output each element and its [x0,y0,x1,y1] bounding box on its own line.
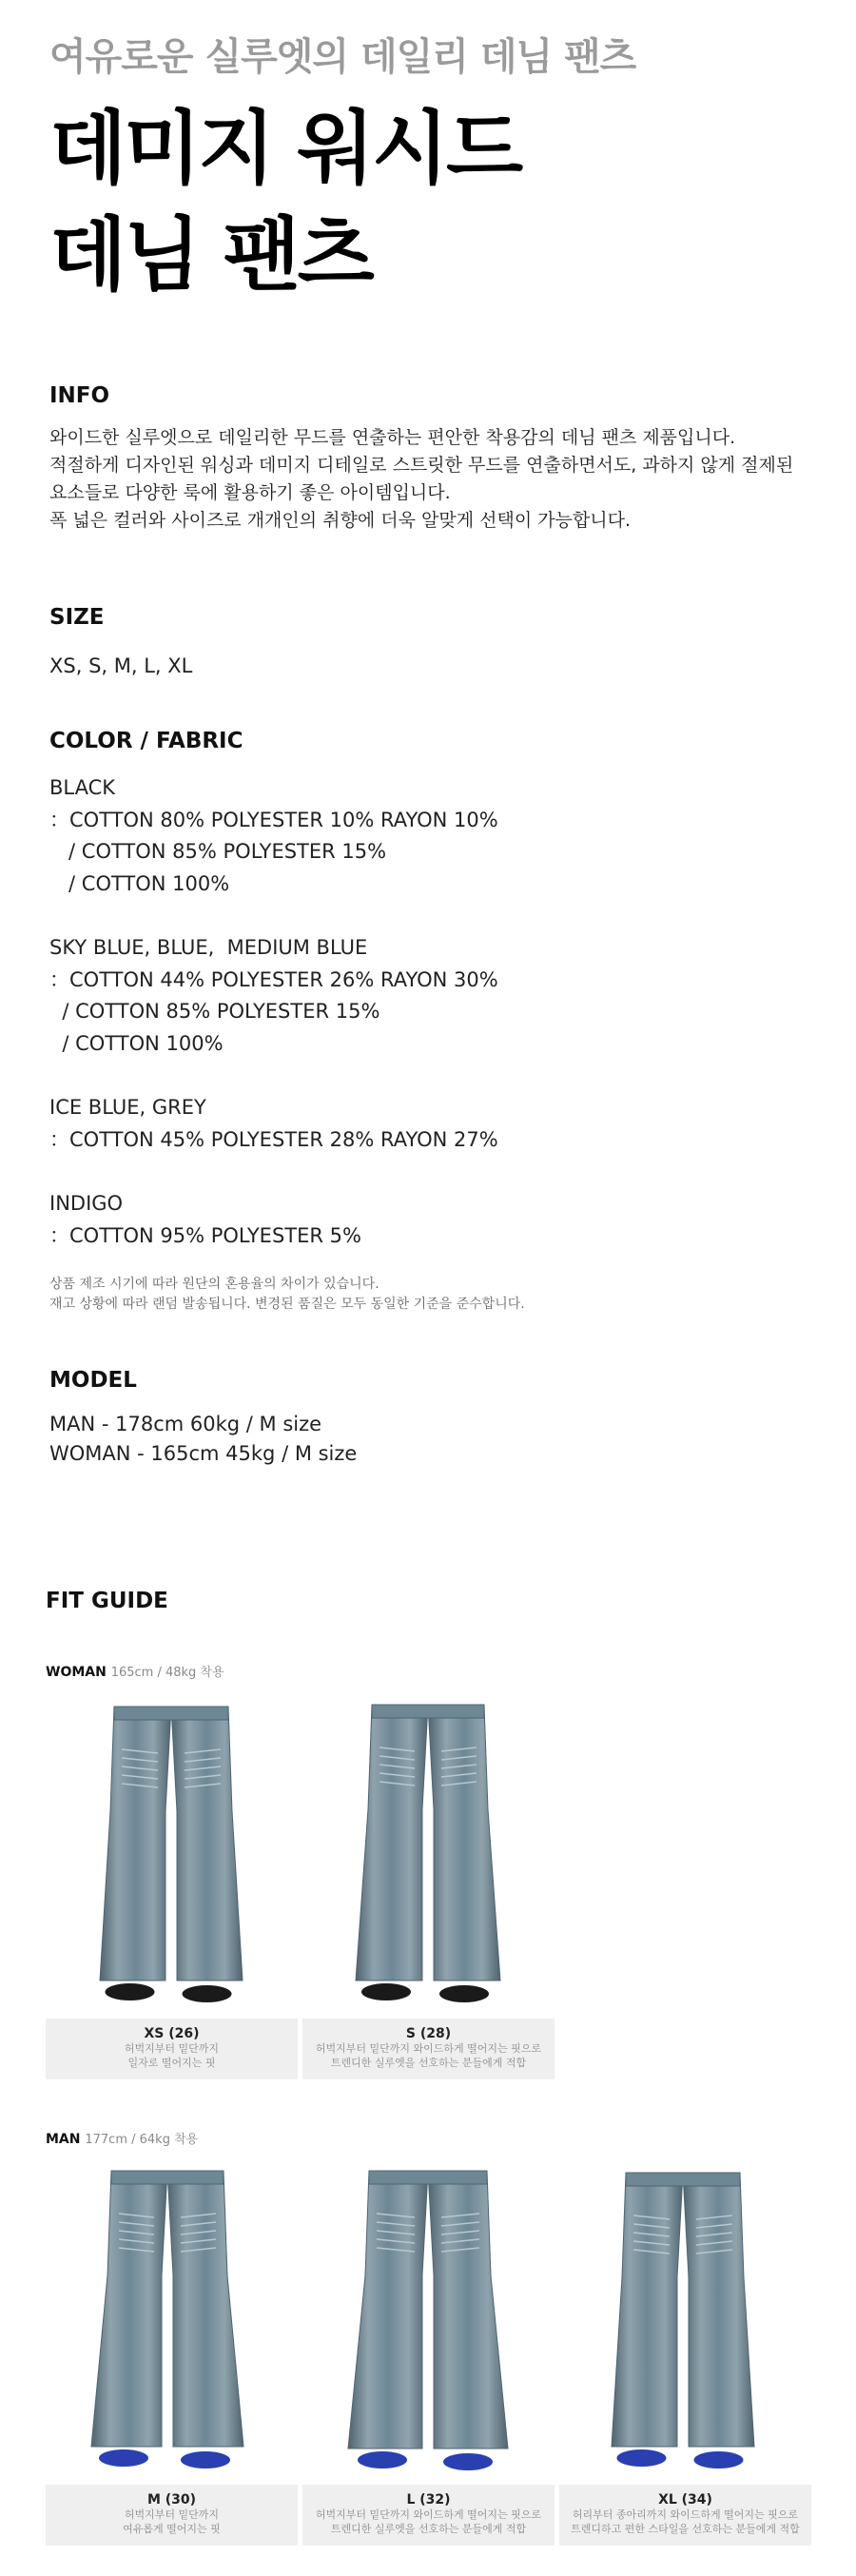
fit-caption [46,2019,298,2079]
pants-photo [559,2161,811,2485]
fabric-line: / COTTON 100% [49,1031,224,1055]
fit-desc: 허벅지부터 밑단까지 와이드하게 떨어지는 핏으로 [315,2042,542,2055]
product-title-line2: 데님 팬츠 [49,208,372,302]
pants-photo [302,1695,554,2019]
woman-label: WOMAN [46,1665,107,1680]
jeans-left-leg [100,1707,171,1981]
jeans-right-leg [428,1705,500,1981]
fabric-line: ：COTTON 45% POLYESTER 28% RAYON 27% [49,1127,498,1151]
info-line: 폭 넓은 컬러와 사이즈로 개개인의 취향에 더욱 알맞게 선택이 가능합니다. [49,510,632,531]
fit-desc: 허벅지부터 밑단까지 [124,2042,220,2055]
jeans-left-leg [348,2171,428,2449]
fit-desc: 트렌디한 실루엣을 선호하는 분들에게 적합 [330,2523,527,2535]
fit-card-s [302,1695,554,2069]
model-info [49,1410,357,1469]
pants-photo [46,1695,298,2019]
shoe [443,2453,493,2470]
jeans-waistband [111,2171,224,2184]
model-woman: WOMAN - 165cm 45kg / M size [49,1442,358,1465]
woman-fit-label [46,1662,224,1680]
color-name-black: BLACK [49,776,116,799]
fit-size: S (28) [405,2026,452,2041]
color-fabric-heading: COLOR / FABRIC [49,729,243,753]
fabric-line: / COTTON 85% POLYESTER 15% [49,1000,380,1023]
fit-guide-heading: FIT GUIDE [46,1589,168,1613]
shoe [617,2449,667,2467]
jeans-figure [46,2161,298,2485]
info-line: 적절하게 디자인된 워싱과 데미지 디테일로 스트릿한 무드를 연출하면서도, 과하지 않게 절제된 [49,455,794,476]
fit-caption [302,2485,554,2546]
jeans-right-leg [683,2173,754,2447]
man-fit-label [46,2129,198,2147]
fit-desc: 허벅지부터 밑단까지 와이드하게 떨어지는 핏으로 [315,2508,542,2521]
fabric-line: ：COTTON 44% POLYESTER 26% RAYON 30% [49,967,498,991]
fit-desc: 허리부터 종아리까지 와이드하게 떨어지는 핏으로 [572,2508,799,2521]
fit-caption [559,2485,811,2546]
product-title [49,95,520,308]
man-spec: 177cm / 64kg 착용 [85,2133,199,2147]
fit-desc: 트렌디한 실루엣을 선호하는 분들에게 적합 [330,2057,527,2069]
fit-size: XL (34) [658,2492,712,2508]
model-heading: MODEL [49,1368,137,1393]
fit-card-xl [559,2161,811,2535]
shoe [694,2451,744,2469]
jeans-left-leg [356,1705,428,1981]
fit-card-l [302,2161,554,2535]
fit-size: XS (26) [144,2026,200,2041]
fit-card-xs [46,1695,298,2069]
info-heading: INFO [49,383,110,408]
fit-size: L (32) [406,2492,451,2508]
jeans-waistband [626,2173,740,2186]
man-label: MAN [46,2132,81,2147]
shoe [181,2451,230,2469]
size-heading: SIZE [49,605,105,630]
color-fabric-list [49,772,498,1252]
fit-desc: 허벅지부터 밑단까지 [124,2508,220,2521]
fit-desc: 일자로 떨어지는 핏 [127,2057,216,2069]
product-subtitle: 여유로운 실루엣의 데일리 데님 팬츠 [49,35,636,79]
jeans-figure [302,1695,554,2019]
jeans-waistband [372,1705,484,1718]
size-value: XS, S, M, L, XL [49,654,193,677]
shoe [106,1983,155,2000]
model-man: MAN - 178cm 60kg / M size [49,1413,322,1435]
shoe [99,2449,148,2467]
jeans-left-leg [612,2173,683,2447]
info-text [49,424,793,535]
fit-caption [302,2019,554,2079]
fit-size: M (30) [146,2492,197,2508]
fabric-notes [49,1275,525,1315]
jeans-waistband [369,2171,487,2184]
fit-card-m [46,2161,298,2535]
fit-desc: 트렌디하고 편한 스타일을 선호하는 분들에게 적합 [571,2523,800,2535]
shoe [358,2451,407,2469]
color-name-blue: SKY BLUE, BLUE, MEDIUM BLUE [49,936,368,959]
product-title-line1: 데미지 워시드 [49,102,521,195]
fit-desc: 여유롭게 떨어지는 핏 [123,2523,221,2535]
pants-photo [302,2161,554,2485]
jeans-right-leg [167,2171,243,2447]
woman-spec: 165cm / 48kg 착용 [110,1666,224,1680]
info-line: 요소들로 다양한 룩에 활용하기 좋은 아이템입니다. [49,482,451,503]
fabric-line: / COTTON 100% [49,871,230,895]
jeans-right-leg [171,1707,243,1981]
shoe [361,1983,411,2000]
jeans-figure [46,1695,298,2019]
color-name-ice-blue: ICE BLUE, GREY [49,1096,206,1119]
jeans-figure [302,2161,554,2485]
shoe [439,1985,489,2002]
pants-photo [46,2161,298,2485]
fabric-note: 상품 제조 시기에 따라 원단의 혼용율의 차이가 있습니다. [49,1277,379,1292]
jeans-right-leg [428,2171,508,2449]
info-line: 와이드한 실루엣으로 데일리한 무드를 연출하는 편안한 착용감의 데님 팬츠 제품입니다. [49,427,736,448]
color-name-indigo: INDIGO [49,1192,124,1215]
fabric-line: ：COTTON 80% POLYESTER 10% RAYON 10% [49,808,498,831]
fabric-note: 재고 상황에 따라 랜덤 발송됩니다. 변경된 품질은 모두 동일한 기준을 준수합니다. [49,1297,525,1312]
jeans-figure [559,2161,811,2485]
fabric-line: ：COTTON 95% POLYESTER 5% [49,1223,361,1247]
shoe [183,1985,232,2002]
jeans-left-leg [91,2171,167,2447]
jeans-waistband [114,1707,228,1720]
fabric-line: / COTTON 85% POLYESTER 15% [49,840,387,863]
fit-caption [46,2485,298,2546]
